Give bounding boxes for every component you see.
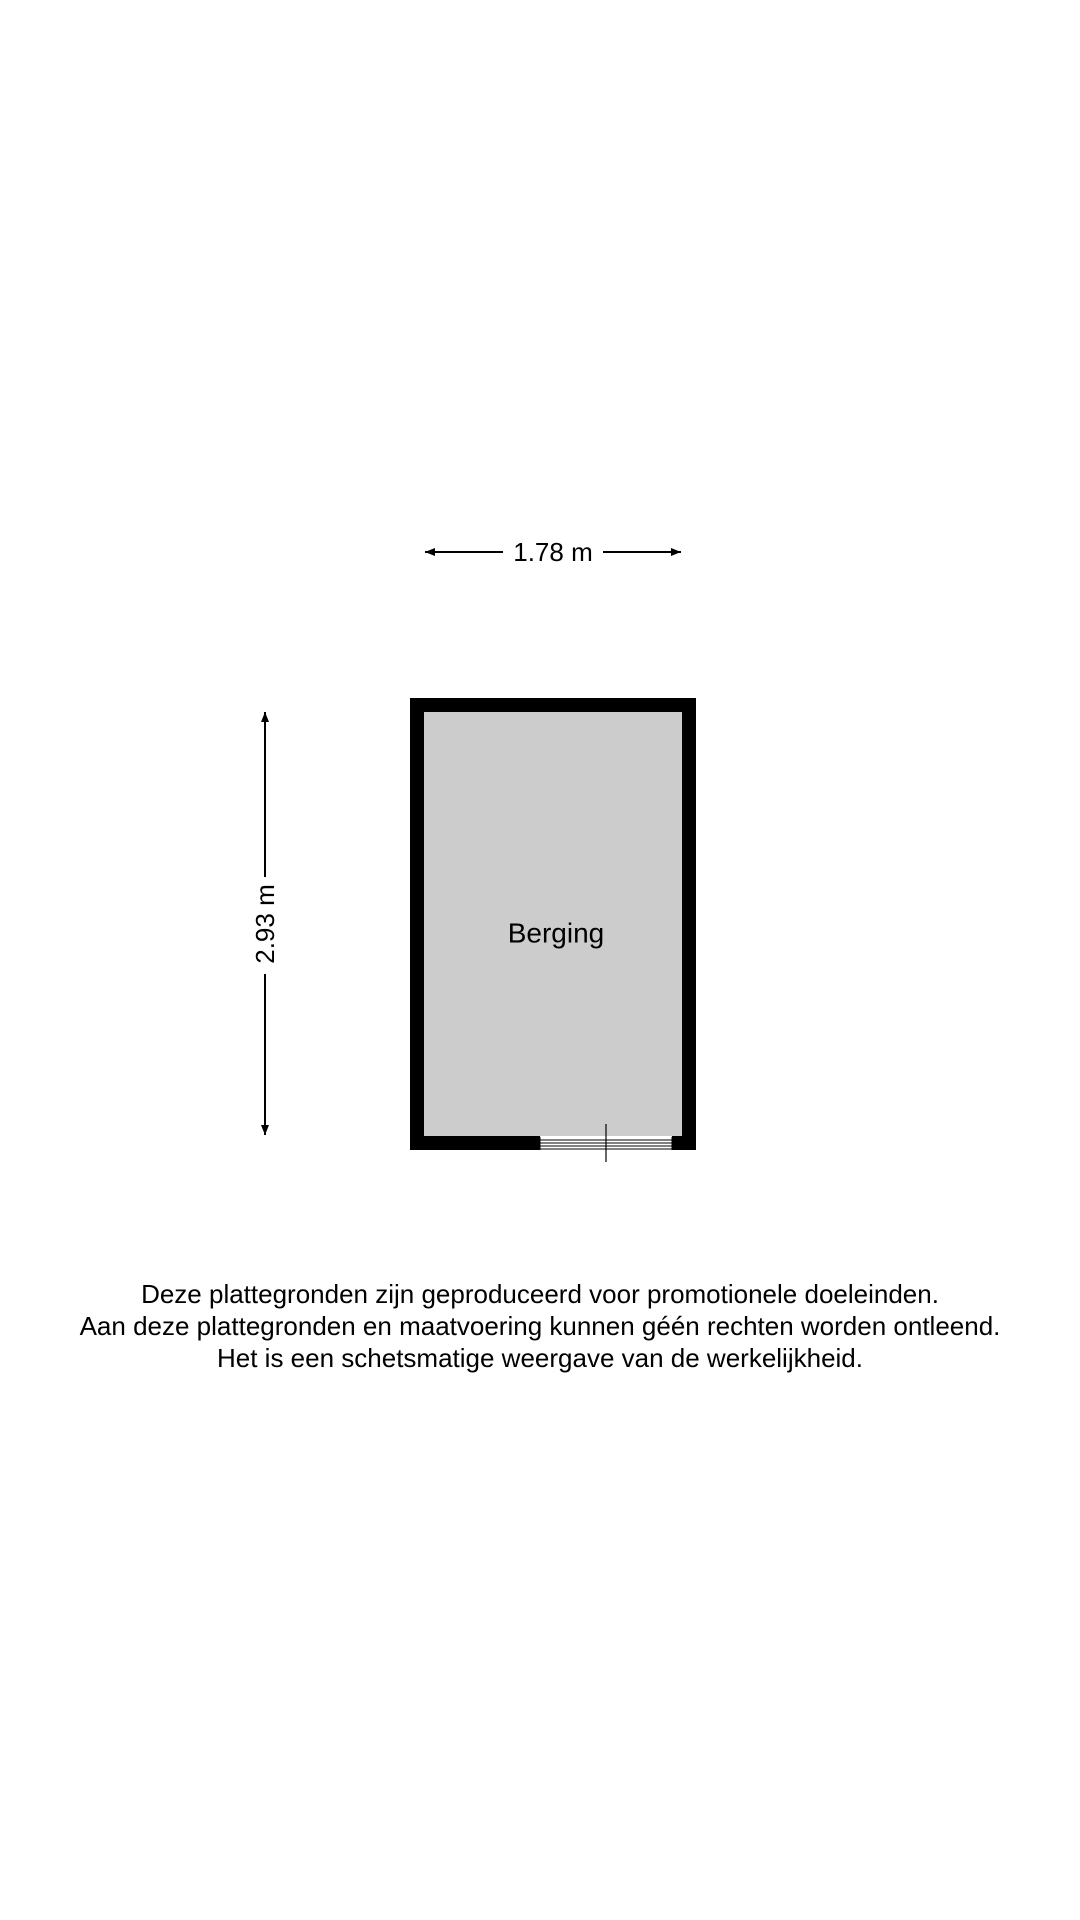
room-berging (410, 698, 696, 1162)
height-dimension-label: 2.93 m (250, 884, 280, 964)
wall-bottom-right (672, 1136, 696, 1150)
wall-left (410, 698, 424, 1150)
room-label: Berging (507, 917, 605, 949)
disclaimer-text (0, 1278, 1080, 1374)
wall-top (410, 698, 696, 712)
height-dimension (250, 712, 280, 1135)
wall-right (682, 698, 696, 1150)
disclaimer-line: Deze plattegronden zijn geproduceerd voor promotionele doeleinden. (141, 1279, 939, 1309)
width-dimension (425, 537, 681, 567)
wall-bottom-left (410, 1136, 540, 1150)
width-dimension-label: 1.78 m (513, 537, 593, 567)
disclaimer-line: Aan deze plattegronden en maatvoering kunnen géén rechten worden ontleend. (79, 1311, 1001, 1341)
disclaimer-line: Het is een schetsmatige weergave van de werkelijkheid. (216, 1343, 863, 1373)
